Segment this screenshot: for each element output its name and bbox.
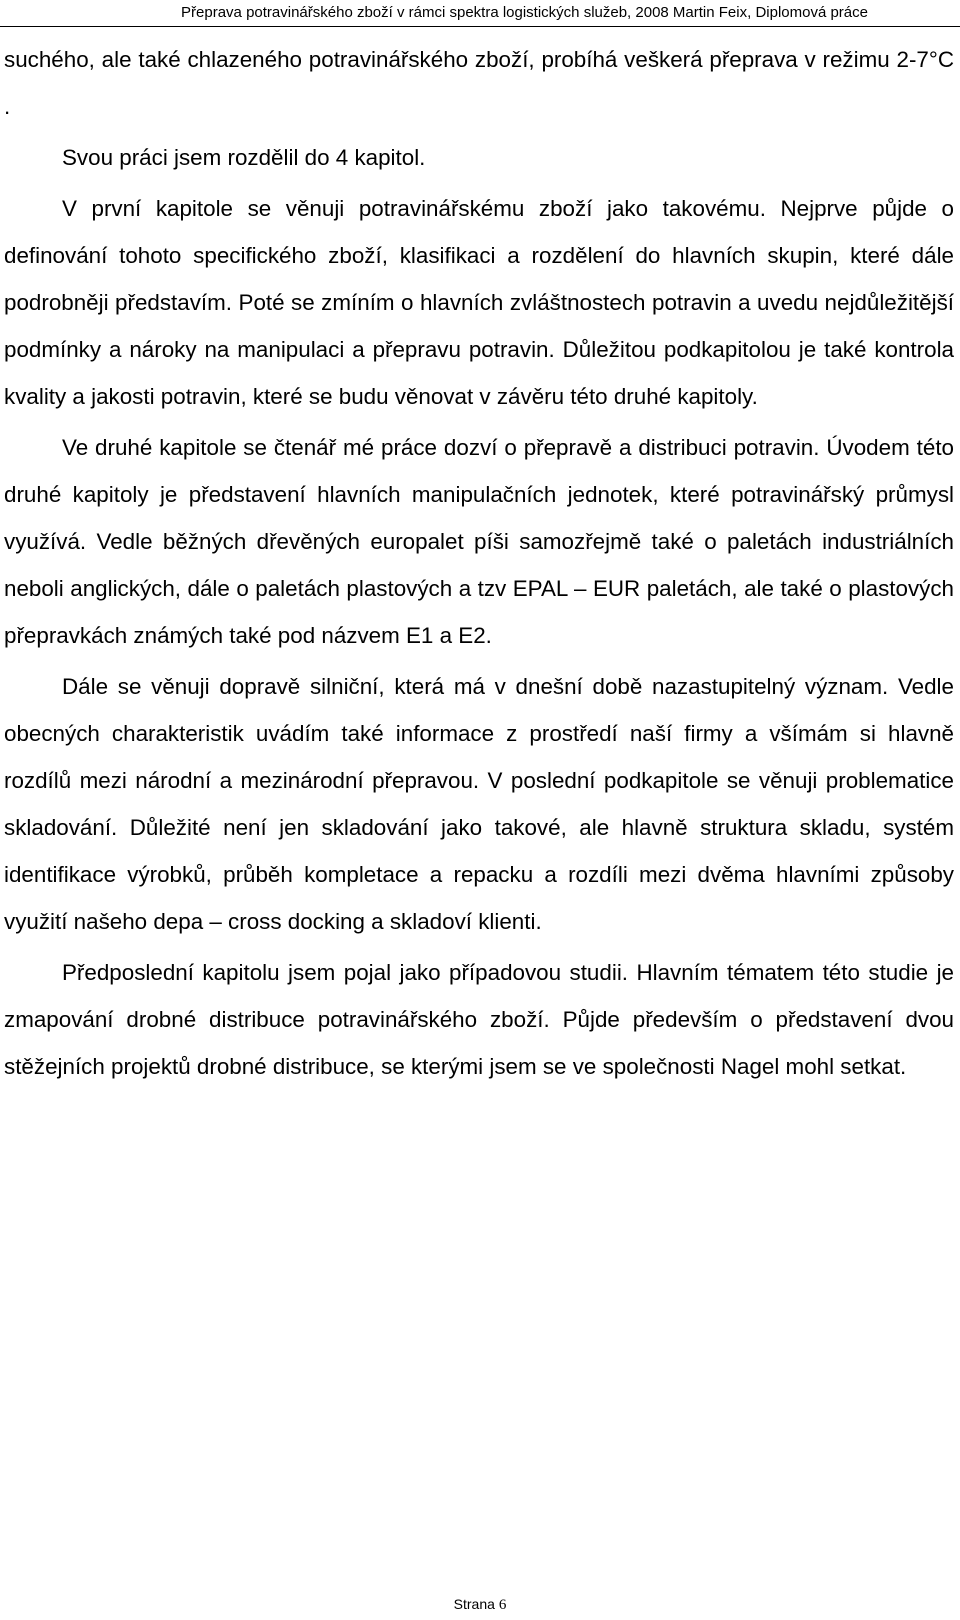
header-rule (0, 26, 960, 27)
page-number-label: Strana (453, 1596, 495, 1612)
paragraph-chapter-one: V první kapitole se věnuji potravinářskému zboží jako takovému. Nejprve půjde o definování tohoto specifického zboží, klasifikaci a rozdělení do hlavních skupin, které dále podrobněji představím. Poté se zmíním o hlavních zvláštnostech potravin a uvedu nejdůležitější podmínky a nároky na manipulaci a přepravu potravin. Důležitou podkapitolou je také kontrola kvality a jakosti potravin, které se budu věnovat v závěru této druhé kapitoly. (4, 196, 954, 409)
running-header: Přeprava potravinářského zboží v rámci spektra logistických služeb, 2008 Martin Feix, Diplomová práce (181, 4, 868, 21)
paragraph-road-transport: Dále se věnuji dopravě silniční, která má v dnešní době nazastupitelný význam. Vedle obecných charakteristik uvádím také informace z prostředí naší firmy a všímám si hlavně rozdílů mezi národní a mezinárodní přepravou. V poslední podkapitole se věnuji problematice skladování. Důležité není jen skladování jako takové, ale hlavně struktura skladu, systém identifikace výrobků, průběh kompletace a repacku a rozdíli mezi dvěma hlavními způsoby využití našeho depa – cross docking a skladoví klienti. (4, 674, 954, 934)
page-number (0, 1595, 960, 1614)
paragraph-continuation: suchého, ale také chlazeného potravinářského zboží, probíhá veškerá přeprava v režimu 2-7°C . (4, 47, 954, 119)
paragraph-case-study: Předposlední kapitolu jsem pojal jako případovou studii. Hlavním tématem této studie je zmapování drobné distribuce potravinářského zboží. Půjde především o představení dvou stěžejních projektů drobné distribuce, se kterými jsem se ve společnosti Nagel mohl setkat. (4, 960, 954, 1079)
page-number-value: 6 (498, 1597, 507, 1613)
body-text (4, 36, 954, 1094)
paragraph-chapter-two: Ve druhé kapitole se čtenář mé práce dozví o přepravě a distribuci potravin. Úvodem této druhé kapitoly je představení hlavních manipulačních jednotek, které potravinářský průmysl využívá. Vedle běžných dřevěných europalet píši samozřejmě také o paletách industriálních neboli anglických, dále o paletách plastových a tzv EPAL – EUR paletách, ale také o plastových přepravkách známých také pod názvem E1 a E2. (4, 435, 954, 648)
paragraph-chapters-count: Svou práci jsem rozdělil do 4 kapitol. (62, 145, 426, 170)
